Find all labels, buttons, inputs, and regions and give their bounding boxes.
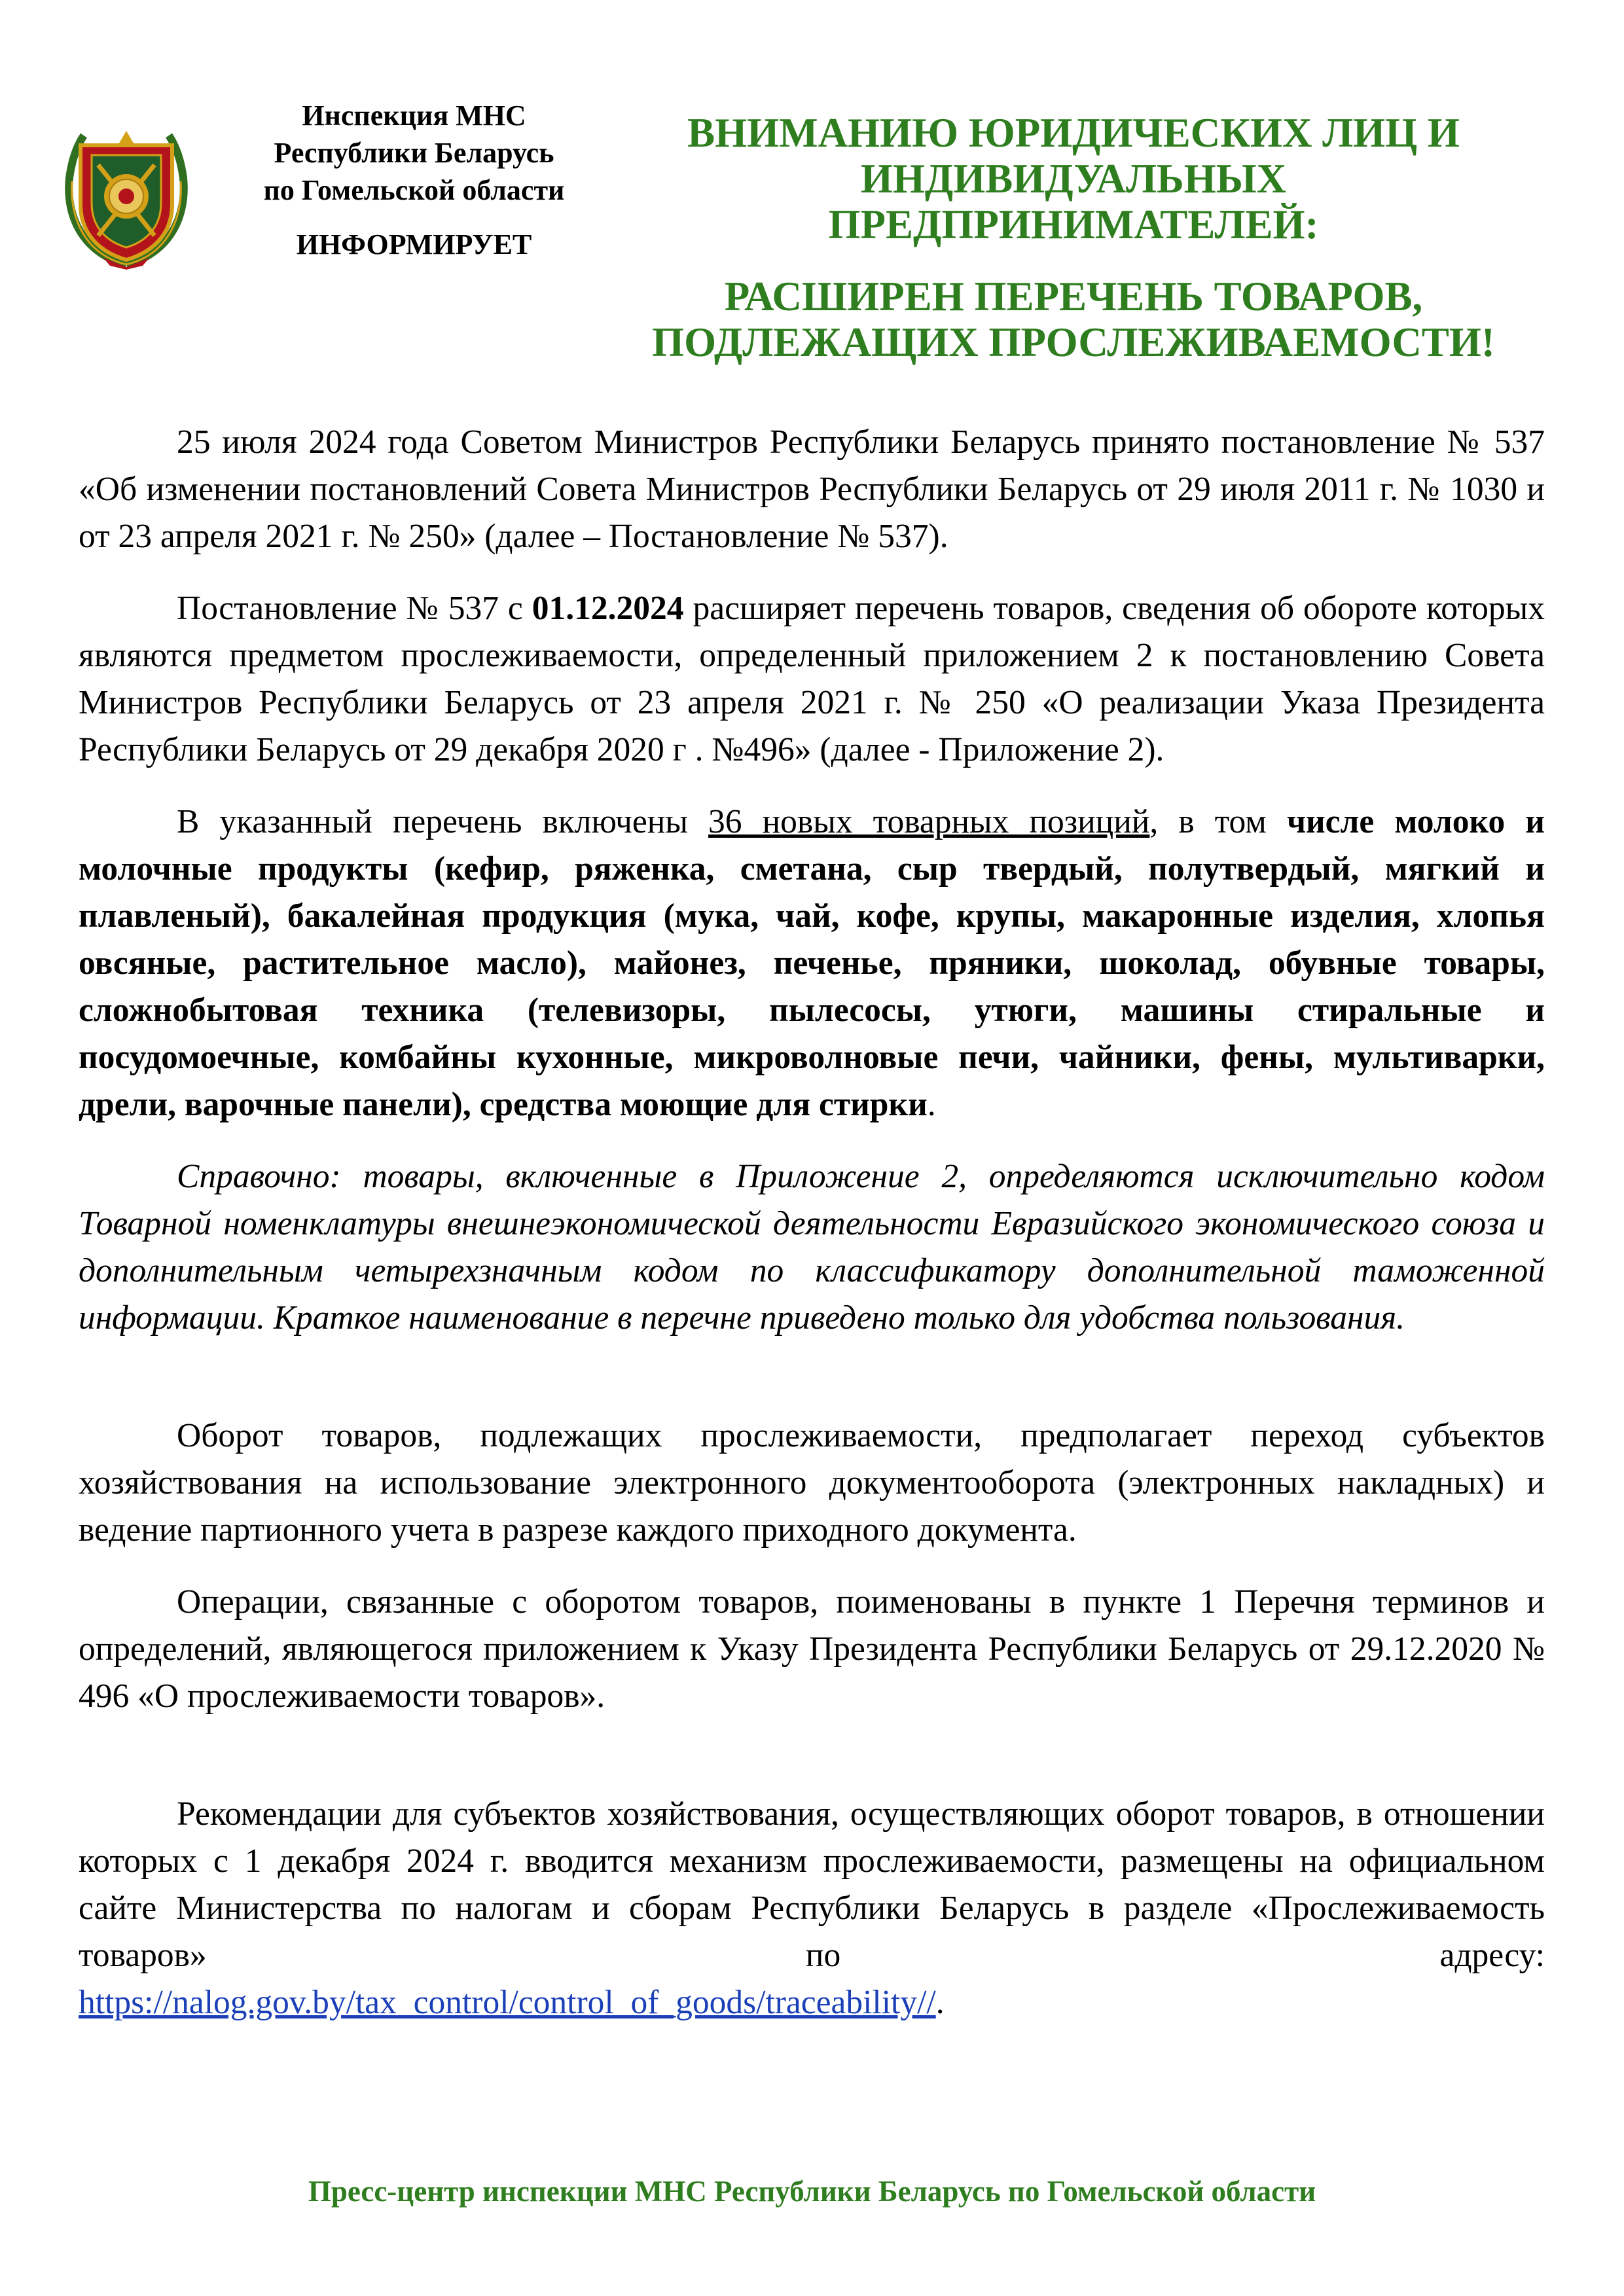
paragraph-expansion-rest: расширяет перечень товаров, сведения об обороте которых являются предметом прослеживаемости, определенный приложением 2 к постановлению Совета Министров Республики Беларусь от 23 апреля 2021 г. № 250 «О реализации Указа Президента Республики Беларусь от 29 декабря 2020 г . №496» (далее - Приложение 2). bbox=[79, 590, 1545, 768]
issuer-block bbox=[216, 97, 612, 263]
paragraph-goods-list bbox=[79, 798, 1545, 1128]
headline-line2: ИНДИВИДУАЛЬНЫХ bbox=[860, 156, 1287, 202]
paragraph-expansion bbox=[79, 585, 1545, 774]
subheadline bbox=[625, 274, 1522, 365]
headline-line1: ВНИМАНИЮ ЮРИДИЧЕСКИХ ЛИЦ И bbox=[687, 110, 1460, 156]
subheadline-line1: РАСШИРЕН ПЕРЕЧЕНЬ ТОВАРОВ, bbox=[724, 274, 1423, 319]
paragraph-recommendations: Рекомендации для субъектов хозяйствования, осуществляющих оборот товаров, в отношении которых с 1 декабря 2024 г. вводится механизм прослеживаемости, размещены на официальном сайте Министерства по налогам и сборам Республики Беларусь в разделе «Прослеживаемость товаров» по адресу: bbox=[79, 1795, 1545, 1974]
issuer-name-line3: по Гомельской области bbox=[263, 174, 565, 206]
issuer-name-line1: Инспекция МНС bbox=[302, 99, 526, 132]
paragraph-goods-mid: , в том bbox=[1149, 803, 1287, 840]
paragraph-turnover: Оборот товаров, подлежащих прослеживаемости, предполагает переход субъектов хозяйствования на использование электронного документооборота (электронных накладных) и ведение партионного учета в разрезе каждого приходного документа. bbox=[79, 1417, 1545, 1549]
paragraph-operations: Операции, связанные с оборотом товаров, поименованы в пункте 1 Перечня терминов и определений, являющегося приложением к Указу Президента Республики Беларусь от 29.12.2020 № 496 «О прослеживаемости товаров». bbox=[79, 1583, 1545, 1715]
headline-line3: ПРЕДПРИНИМАТЕЛЕЙ: bbox=[828, 202, 1319, 247]
paragraph-goods-start: В указанный перечень включены bbox=[177, 803, 709, 840]
traceability-link[interactable]: https://nalog.gov.by/tax_control/control_of_goods/traceability// bbox=[79, 1984, 936, 2021]
goods-list: числе молоко и молочные продукты (кефир, ряженка, сметана, сыр твердый, полутвердый, мягкий и плавленый), бакалейная продукция (мука, чай, кофе, крупы, макаронные изделия, хлопья овсяные, растительное масло), майонез, печенье, пряники, шоколад, обувные товары, сложнобытовая техника (телевизоры, пылесосы, утюги, машины стиральные и посудомоечные, комбайны кухонные, микроволновые печи, чайники, фены, мультиварки, дрели, варочные панели), средства моющие для стирки bbox=[79, 803, 1545, 1123]
document-body bbox=[79, 419, 1545, 2026]
subheadline-line2: ПОДЛЕЖАЩИХ ПРОСЛЕЖИВАЕМОСТИ! bbox=[652, 319, 1495, 365]
page-title bbox=[625, 110, 1522, 365]
issuer-name-line2: Республики Беларусь bbox=[274, 137, 554, 169]
mns-emblem-icon bbox=[58, 119, 195, 270]
press-center-signature: Пресс-центр инспекции МНС Республики Беларусь по Гомельской области bbox=[308, 2175, 1316, 2208]
paragraph-resolution: 25 июля 2024 года Советом Министров Республики Беларусь принято постановление № 537 «Об изменении постановлений Совета Министров Республики Беларусь от 29 июля 2011 г. № 1030 и от 23 апреля 2021 г. № 250» (далее – Постановление № 537). bbox=[79, 423, 1545, 555]
link-period: . bbox=[935, 1984, 945, 2021]
paragraph-goods-end: . bbox=[927, 1086, 936, 1123]
reference-note: Справочно: товары, включенные в Приложение 2, определяются исключительно кодом Товарной номенклатуры внешнеэкономической деятельности Евразийского экономического союза и дополнительным четырехзначным кодом по классификатору дополнительной таможенной информации. Краткое наименование в перечне приведено только для удобства пользования. bbox=[79, 1158, 1545, 1336]
paragraph-expansion-start: Постановление № 537 с bbox=[177, 590, 532, 627]
paragraph-link-line bbox=[79, 1979, 1545, 2026]
new-positions-count: 36 новых товарных позиций bbox=[708, 803, 1150, 840]
effective-date: 01.12.2024 bbox=[532, 590, 684, 627]
informs-label: ИНФОРМИРУЕТ bbox=[296, 228, 532, 260]
